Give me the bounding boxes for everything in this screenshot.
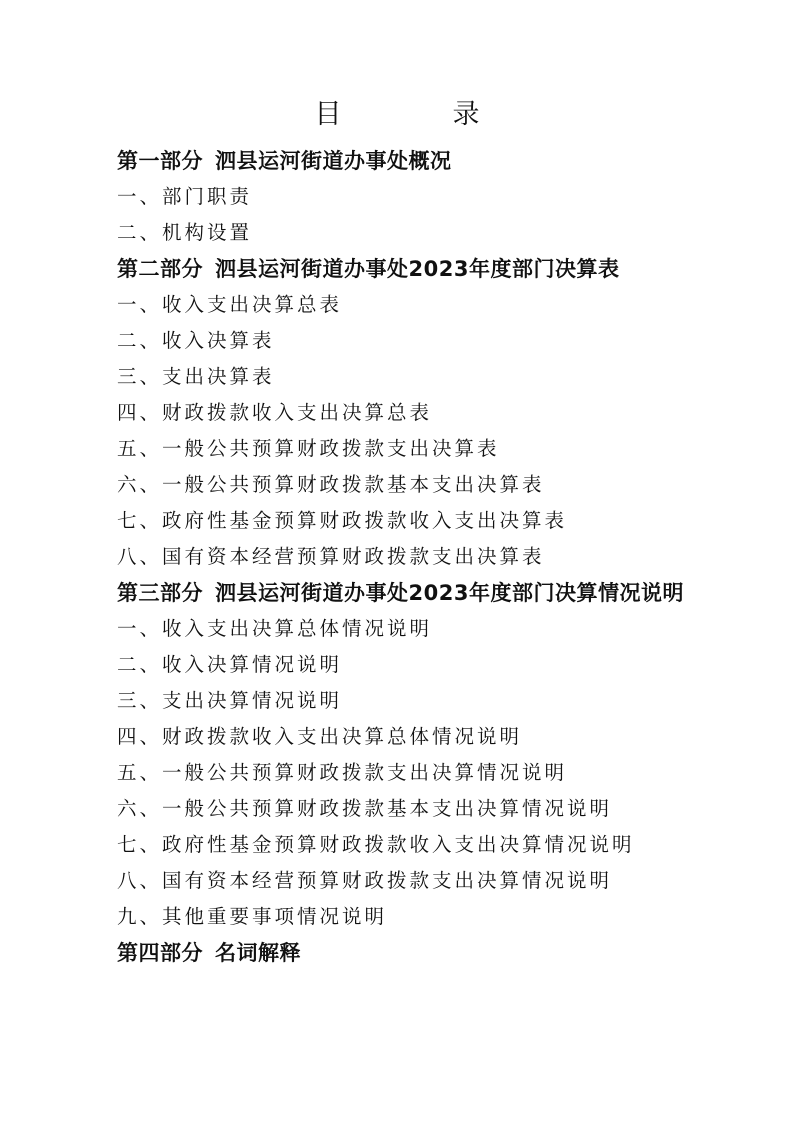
toc-item[interactable]: 七、政府性基金预算财政拨款收入支出决算情况说明 (117, 833, 635, 856)
toc-item[interactable]: 六、一般公共预算财政拨款基本支出决算情况说明 (117, 797, 613, 820)
toc-part-3[interactable] (117, 575, 687, 611)
toc-item[interactable]: 一、部门职责 (117, 185, 253, 208)
toc-part-label: 第二部分 (117, 257, 203, 281)
toc-part-label: 第三部分 (117, 581, 203, 605)
toc-item[interactable]: 六、一般公共预算财政拨款基本支出决算表 (117, 473, 545, 496)
toc-part-name: 泗县运河街道办事处2023年度部门决算情况说明 (215, 581, 684, 605)
toc-item[interactable]: 四、财政拨款收入支出决算总体情况说明 (117, 725, 523, 748)
toc-item[interactable]: 五、一般公共预算财政拨款支出决算情况说明 (117, 761, 568, 784)
table-of-contents (117, 143, 687, 971)
toc-part-name: 名词解释 (215, 941, 301, 965)
toc-item[interactable]: 九、其他重要事项情况说明 (117, 905, 388, 928)
toc-part-2[interactable] (117, 251, 687, 287)
toc-item[interactable]: 一、收入支出决算总体情况说明 (117, 617, 433, 640)
toc-part-1[interactable] (117, 143, 687, 179)
toc-item[interactable]: 二、收入决算情况说明 (117, 653, 343, 676)
toc-item[interactable]: 三、支出决算表 (117, 365, 275, 388)
toc-item[interactable]: 七、政府性基金预算财政拨款收入支出决算表 (117, 509, 568, 532)
toc-item[interactable]: 二、收入决算表 (117, 329, 275, 352)
toc-item[interactable]: 八、国有资本经营预算财政拨款支出决算表 (117, 545, 545, 568)
toc-item[interactable]: 五、一般公共预算财政拨款支出决算表 (117, 437, 500, 460)
toc-item[interactable]: 四、财政拨款收入支出决算总表 (117, 401, 433, 424)
toc-part-4[interactable] (117, 935, 687, 971)
toc-item[interactable]: 一、收入支出决算总表 (117, 293, 343, 316)
toc-part-name: 泗县运河街道办事处概况 (215, 149, 452, 173)
page-title: 目 录 (314, 99, 522, 130)
toc-part-name: 泗县运河街道办事处2023年度部门决算表 (215, 257, 620, 281)
toc-part-label: 第四部分 (117, 941, 203, 965)
toc-part-label: 第一部分 (117, 149, 203, 173)
toc-item[interactable]: 二、机构设置 (117, 221, 253, 244)
toc-item[interactable]: 八、国有资本经营预算财政拨款支出决算情况说明 (117, 869, 613, 892)
toc-item[interactable]: 三、支出决算情况说明 (117, 689, 343, 712)
